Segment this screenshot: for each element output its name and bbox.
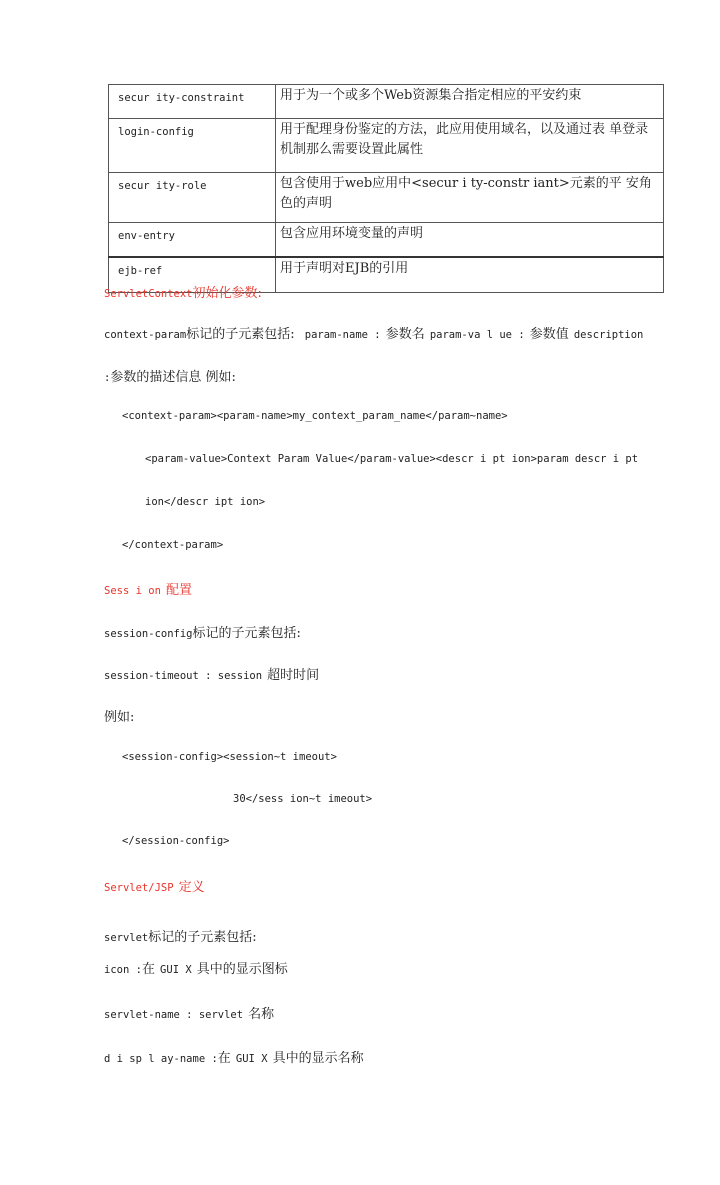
element-desc-cell: 用于配理身份鉴定的方法，此应用使用域名，以及通过表 单登录机制那么需要设置此属性	[276, 119, 664, 173]
heading-text: 配置	[166, 583, 193, 598]
element-name-cell: login-config	[109, 119, 276, 173]
paragraph-context-param	[104, 323, 643, 342]
text: 在	[217, 1051, 231, 1066]
section-heading-servletcontext	[104, 282, 262, 301]
element-name-cell: ejb-ref	[109, 257, 276, 293]
code-term: description	[573, 329, 644, 341]
text: 具中的显示图标	[196, 962, 288, 977]
table-row	[109, 223, 664, 258]
heading-text: 初始化参数:	[192, 286, 262, 301]
text: 超时时间	[267, 668, 320, 683]
code-term: GUI X	[160, 964, 192, 976]
element-name-cell: env-entry	[109, 223, 276, 258]
text: 标记的子元素包括:	[192, 626, 301, 641]
element-desc-cell: 用于声明对EJB的引用	[276, 257, 664, 293]
code-line: <session-config><session~t imeout>	[122, 751, 337, 763]
code-term: context-param	[104, 329, 187, 341]
heading-code: ServletContext	[104, 288, 193, 300]
code-line: <context-param><param-name>my_context_param_name</param~name>	[122, 410, 508, 422]
text: 名称	[248, 1007, 275, 1022]
code-line: </context-param>	[122, 539, 224, 551]
paragraph-session-timeout	[104, 664, 319, 683]
text: 标记的子元素包括:	[186, 327, 295, 342]
table-row	[109, 85, 664, 119]
paragraph-display-name	[104, 1047, 364, 1066]
paragraph-servlet	[104, 926, 257, 945]
section-heading-servlet	[104, 876, 205, 895]
code-term: icon :	[104, 964, 142, 976]
code-term: param-va l ue :	[429, 329, 525, 341]
code-line: </session-config>	[122, 835, 230, 847]
code-line: 30</sess ion~t imeout>	[233, 793, 373, 805]
text: 标记的子元素包括:	[148, 930, 257, 945]
element-desc-cell: 包含使用于web应用中<secur i ty-constr iant>元素的平 安角色的声明	[276, 173, 664, 223]
code-term: servlet	[104, 932, 149, 944]
paragraph-description	[104, 366, 236, 385]
table-row	[109, 173, 664, 223]
text: 参数的描述信息 例如:	[110, 370, 236, 385]
code-term: param-name :	[304, 329, 381, 341]
element-desc-cell: 用于为一个或多个Web资源集合指定相应的平安约束	[276, 85, 664, 119]
element-name-cell: secur ity-constraint	[109, 85, 276, 119]
code-line: ion</descr ipt ion>	[145, 496, 266, 508]
paragraph-example: 例如:	[104, 710, 135, 725]
text: 具中的显示名称	[272, 1051, 364, 1066]
code-line: <param-value>Context Param Value</param-value><descr i pt ion>param descr i pt	[145, 453, 639, 465]
code-term: servlet-name : servlet	[104, 1009, 244, 1021]
element-desc-cell: 包含应用环境变量的声明	[276, 223, 664, 258]
text: 在	[141, 962, 155, 977]
code-term: session-timeout : session	[104, 670, 263, 682]
code-term: :	[104, 372, 111, 384]
code-term: d i sp l ay-name :	[104, 1053, 218, 1065]
paragraph-session-config	[104, 622, 301, 641]
text: 参数值	[529, 327, 569, 342]
section-heading-session	[104, 579, 192, 598]
heading-code: Servlet/JSP	[104, 882, 174, 894]
heading-code: Sess i on	[104, 585, 161, 597]
code-term: GUI X	[235, 1053, 268, 1065]
code-term: session-config	[104, 628, 193, 640]
heading-text: 定义	[178, 880, 205, 895]
table-row	[109, 119, 664, 173]
text: 参数名	[385, 327, 425, 342]
paragraph-servlet-name	[104, 1003, 274, 1022]
config-element-table	[108, 84, 664, 293]
element-name-cell: secur ity-role	[109, 173, 276, 223]
paragraph-icon	[104, 958, 288, 977]
